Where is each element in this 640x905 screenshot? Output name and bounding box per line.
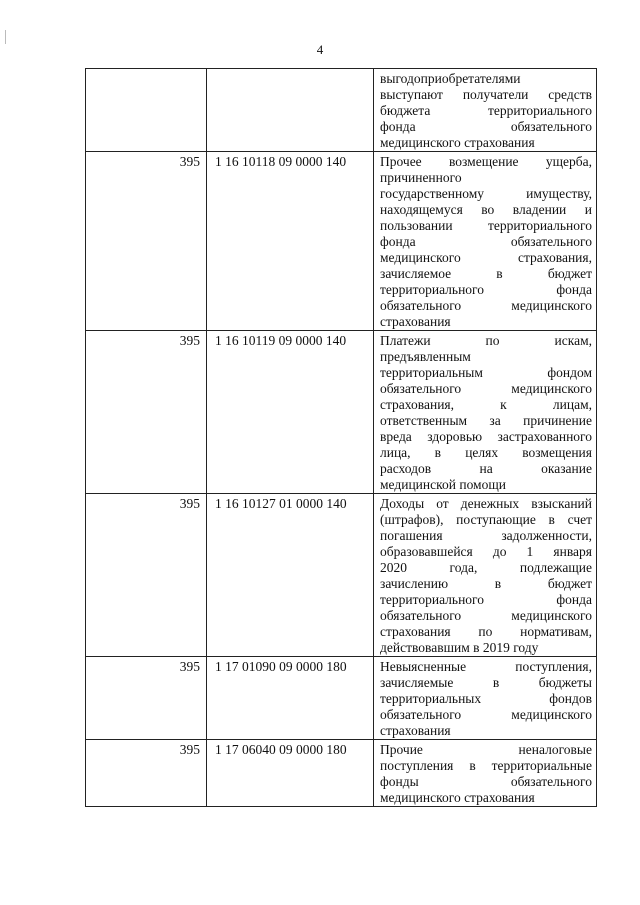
- description-line: территориального фонда: [380, 592, 592, 607]
- admin-code-cell: 395: [86, 740, 207, 807]
- description-line: обязательного медицинского: [380, 381, 592, 396]
- description-line: территориального фонда: [380, 282, 592, 297]
- description-line: 2020 года, подлежащие: [380, 560, 592, 575]
- description-line: медицинского страхования: [380, 790, 535, 805]
- description-line: образовавшейся до 1 января: [380, 544, 592, 559]
- table-row: [86, 657, 597, 740]
- budget-classification-code-cell: 1 16 10127 01 0000 140: [207, 494, 374, 657]
- description-line: выгодоприобретателями: [380, 71, 521, 86]
- table-row: [86, 152, 597, 331]
- description-line: выступают получатели средств: [380, 87, 592, 102]
- description-line: бюджета территориального: [380, 103, 592, 118]
- description-line: Платежи по искам,: [380, 333, 592, 348]
- description-line: обязательного медицинского: [380, 707, 592, 722]
- description-line: страхования, к лицам,: [380, 397, 592, 412]
- budget-classification-code-cell: 1 16 10118 09 0000 140: [207, 152, 374, 331]
- description-line: страхования по нормативам,: [380, 624, 592, 639]
- description-line: ответственным за причинение: [380, 413, 592, 428]
- table-row: [86, 331, 597, 494]
- description-line: зачислению в бюджет: [380, 576, 592, 591]
- description-line: территориальных фондов: [380, 691, 592, 706]
- table-row: [86, 740, 597, 807]
- description-line: вреда здоровью застрахованного: [380, 429, 592, 444]
- budget-classification-code-cell: 1 17 06040 09 0000 180: [207, 740, 374, 807]
- description-line: зачисляемые в бюджеты: [380, 675, 592, 690]
- revenue-description-cell: [374, 152, 597, 331]
- revenue-description-cell: [374, 740, 597, 807]
- admin-code-cell: 395: [86, 494, 207, 657]
- description-line: зачисляемое в бюджет: [380, 266, 592, 281]
- description-line: Прочие неналоговые: [380, 742, 592, 757]
- description-line: медицинской помощи: [380, 477, 506, 492]
- description-line: пользовании территориального: [380, 218, 592, 233]
- description-line: (штрафов), поступающие в счет: [380, 512, 592, 527]
- description-line: находящемуся во владении и: [380, 202, 592, 217]
- page-number: 4: [316, 42, 324, 57]
- description-line: фонда обязательного: [380, 234, 592, 249]
- description-line: страхования: [380, 723, 451, 738]
- description-line: обязательного медицинского: [380, 298, 592, 313]
- budget-classification-code-cell: 1 16 10119 09 0000 140: [207, 331, 374, 494]
- description-line: фонды обязательного: [380, 774, 592, 789]
- description-line: фонда обязательного: [380, 119, 592, 134]
- budget-classification-code-cell: [207, 69, 374, 152]
- table-row: [86, 494, 597, 657]
- table-row: [86, 69, 597, 152]
- revenue-description-cell: [374, 657, 597, 740]
- admin-code-cell: [86, 69, 207, 152]
- description-line: расходов на оказание: [380, 461, 592, 476]
- admin-code-cell: 395: [86, 152, 207, 331]
- description-line: погашения задолженности,: [380, 528, 592, 543]
- description-line: государственному имуществу,: [380, 186, 592, 201]
- description-line: лица, в целях возмещения: [380, 445, 592, 460]
- revenue-description-cell: [374, 494, 597, 657]
- description-line: медицинского страхования: [380, 135, 535, 150]
- description-line: Доходы от денежных взысканий: [380, 496, 592, 511]
- description-line: Прочее возмещение ущерба,: [380, 154, 592, 169]
- description-line: предъявленным: [380, 349, 471, 364]
- revenue-description-cell: [374, 331, 597, 494]
- description-line: обязательного медицинского: [380, 608, 592, 623]
- admin-code-cell: 395: [86, 657, 207, 740]
- revenue-description-cell: [374, 69, 597, 152]
- description-line: страхования: [380, 314, 451, 329]
- description-line: территориальным фондом: [380, 365, 592, 380]
- budget-classification-code-cell: 1 17 01090 09 0000 180: [207, 657, 374, 740]
- description-line: причиненного: [380, 170, 462, 185]
- description-line: действовавшим в 2019 году: [380, 640, 539, 655]
- description-line: Невыясненные поступления,: [380, 659, 592, 674]
- admin-code-cell: 395: [86, 331, 207, 494]
- revenue-codes-table: [85, 68, 597, 807]
- description-line: поступления в территориальные: [380, 758, 592, 773]
- description-line: медицинского страхования,: [380, 250, 592, 265]
